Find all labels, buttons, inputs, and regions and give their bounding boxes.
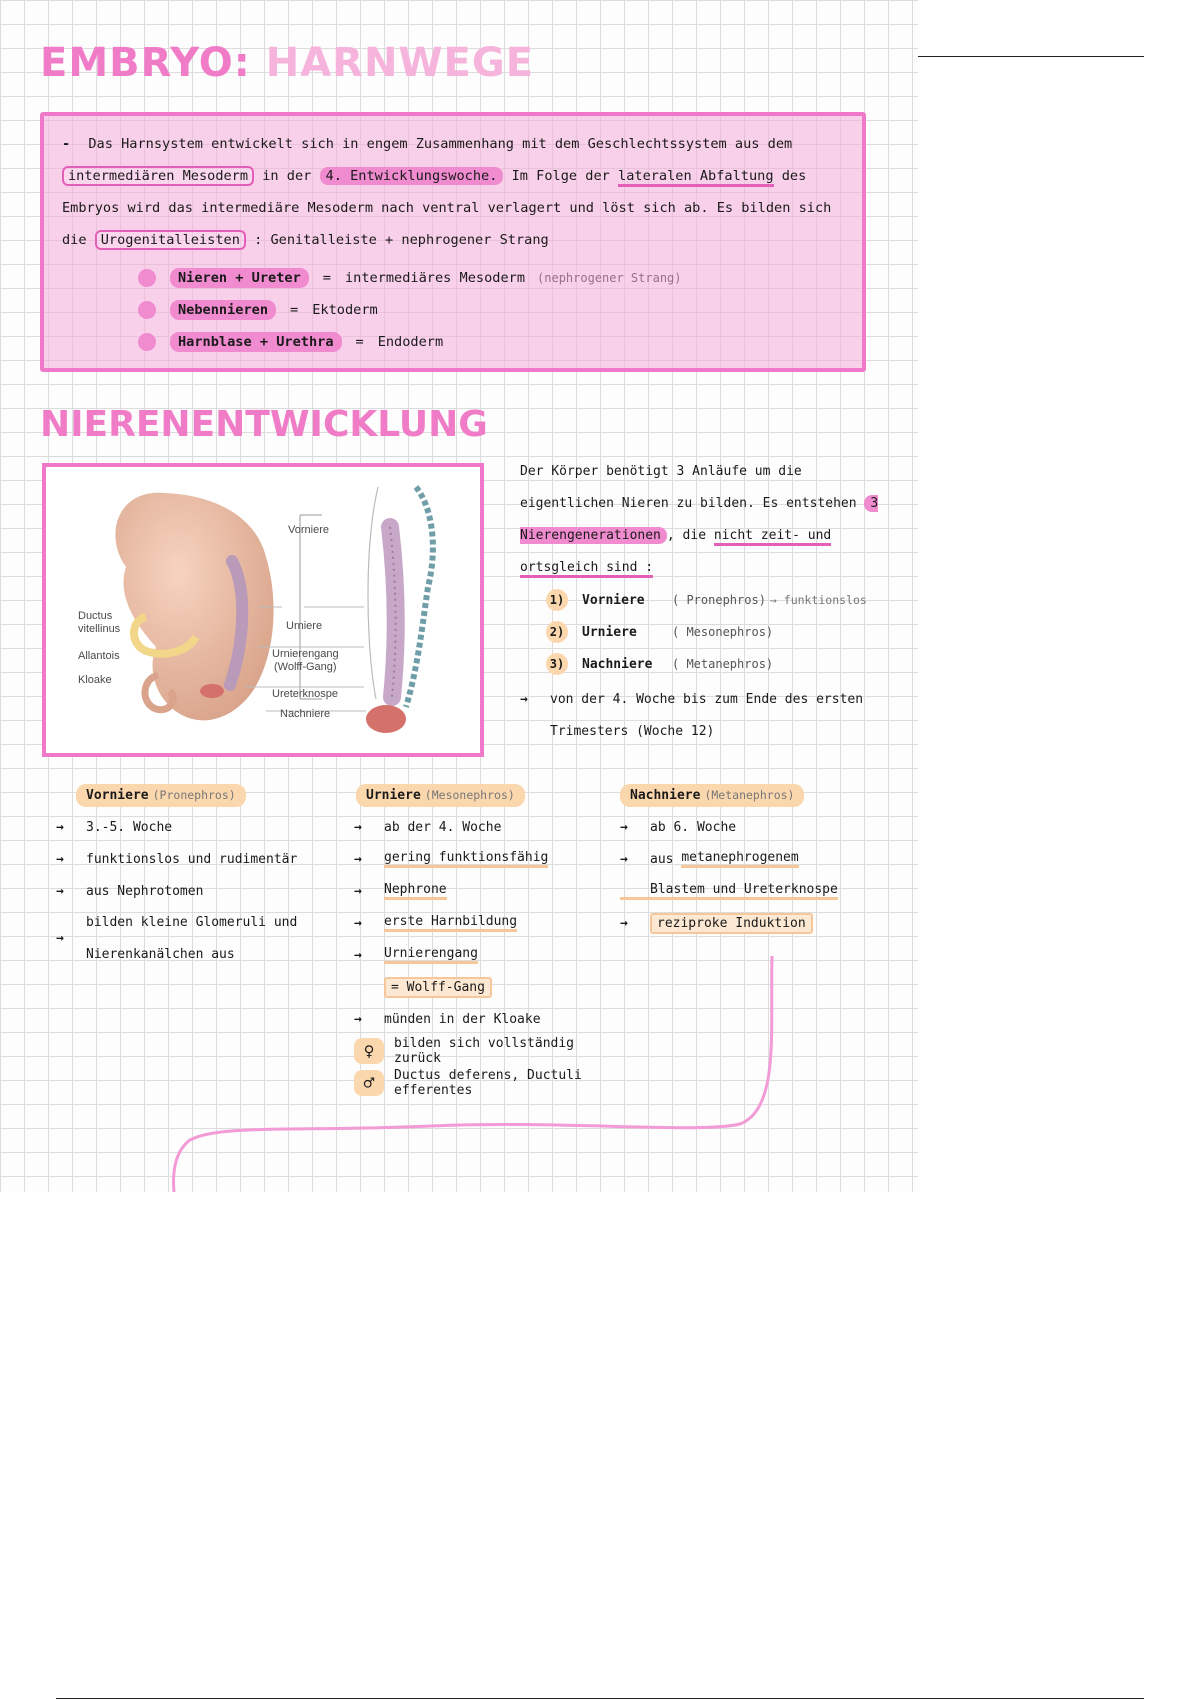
column-title: Urniere — [366, 788, 421, 803]
embryo-body-shape — [115, 493, 273, 721]
label-urnierengang-line1: Urnierengang — [272, 648, 339, 660]
label-ureterknospe: Ureterknospe — [272, 688, 339, 700]
column-vorniere — [56, 784, 350, 971]
column-latin: (Metanephros) — [704, 788, 795, 802]
generation-number: 3) — [546, 653, 568, 675]
title-part-1: EMBRYO: — [40, 40, 251, 86]
arrow-icon: → — [354, 947, 362, 963]
list-item — [620, 811, 910, 843]
arrow-icon: → — [56, 851, 64, 867]
side-timespan-note — [520, 684, 900, 748]
item-text: Ductus deferens, Ductuli efferentes — [394, 1068, 582, 1098]
origin-tissue: Endoderm — [377, 334, 444, 350]
side-notes — [520, 456, 900, 748]
item-text: gering funktionsfähig — [384, 850, 548, 868]
top-right-rule — [918, 56, 1144, 57]
list-item — [354, 1003, 616, 1035]
female-symbol-icon: ♀ — [354, 1038, 384, 1064]
nachniere-list — [620, 811, 910, 939]
arrow-icon: → — [56, 883, 64, 899]
item-text: ab der 4. Woche — [384, 819, 502, 835]
arrow-icon: → — [620, 915, 628, 931]
column-heading-nachniere — [620, 784, 804, 807]
generation-name: Vorniere — [582, 592, 645, 608]
reziproke-induktion-highlight: reziproke Induktion — [650, 913, 813, 934]
arrow-icon: → — [354, 915, 362, 931]
intro-paragraph — [62, 128, 844, 256]
column-latin: (Pronephros) — [152, 788, 236, 802]
side-intro-paragraph — [520, 456, 900, 584]
highlight-intermediaeres-mesoderm: intermediären Mesoderm — [62, 166, 254, 186]
wolff-gang-highlight: = Wolff-Gang — [384, 977, 492, 998]
column-latin: (Mesonephros) — [424, 788, 515, 802]
arrow-icon: → — [520, 692, 528, 707]
item-text-continued: Blastem und Ureterknospe — [620, 882, 838, 900]
column-urniere — [354, 784, 616, 1099]
title-part-2: HARNWEGE — [265, 40, 535, 86]
item-text: Urnierengang — [384, 946, 478, 964]
origin-organ: Harnblase + Urethra — [170, 332, 342, 352]
list-item — [354, 811, 616, 843]
item-text: aus Nephrotomen — [86, 883, 204, 899]
origin-organ: Nebennieren — [170, 300, 276, 320]
page-title — [40, 40, 534, 86]
bullet-dot — [138, 333, 156, 351]
section-title-nierenentwicklung: NIERENENTWICKLUNG — [40, 404, 488, 445]
arrow-icon: → — [56, 819, 64, 835]
origin-note: (nephrogener Strang) — [537, 271, 682, 285]
item-text: 3.-5. Woche — [86, 819, 173, 835]
generation-number: 1) — [546, 589, 568, 611]
underline-metanephrogenem: metanephrogenem — [681, 850, 798, 868]
label-kloake: Kloake — [78, 674, 112, 686]
arrow-icon: → — [354, 883, 362, 899]
generation-row-vorniere — [520, 584, 900, 616]
intro-text-2: in der — [262, 168, 312, 184]
generation-row-urniere — [520, 616, 900, 648]
origin-equals: = — [355, 334, 364, 350]
generation-latin: ( Mesonephros) — [672, 625, 774, 639]
origin-row-nieren — [138, 262, 844, 294]
highlight-urogenitalleisten: Urogenitalleisten — [95, 230, 246, 250]
intro-bullet: - — [62, 136, 71, 152]
label-ductus-line1: Ductus — [78, 610, 113, 622]
underline-ortsgleich: ortsgleich sind : — [520, 560, 653, 578]
underline-zeit-und: nicht zeit- und — [714, 528, 831, 546]
side-intro-text-a: Der Körper benötigt 3 Anläufe um die eigentlichen Nieren zu bilden. Es entstehen — [520, 464, 857, 511]
underline-laterale-abfaltung: lateralen Abfaltung — [618, 168, 774, 187]
origin-organ: Nieren + Ureter — [170, 268, 309, 288]
generation-name: Urniere — [582, 624, 637, 640]
bullet-dot — [138, 301, 156, 319]
origin-tissue: Ektoderm — [312, 302, 378, 318]
item-text: Nephrone — [384, 882, 447, 900]
bottom-rule — [56, 1698, 1144, 1699]
list-item — [354, 971, 616, 1003]
column-nachniere — [620, 784, 910, 939]
side-intro-text-b: , die — [666, 528, 707, 543]
column-title: Vorniere — [86, 788, 149, 803]
embryo-illustration — [46, 467, 480, 753]
list-item — [620, 907, 910, 939]
intro-text-4: des Embryos wird das intermediäre Mesoderm nach ventral verlagert und löst sich ab. Es bilden sich die — [62, 168, 832, 248]
list-item — [56, 843, 350, 875]
vorniere-list — [56, 811, 350, 971]
embryo-figure — [42, 463, 484, 757]
arrow-icon: → — [56, 931, 64, 946]
label-urniere: Urniere — [286, 620, 323, 632]
list-item — [620, 875, 910, 907]
urniere-list — [354, 811, 616, 1099]
label-ductus-line2: vitellinus — [78, 623, 121, 635]
list-item — [56, 811, 350, 843]
bullet-dot — [138, 269, 156, 287]
arrow-icon: → — [354, 819, 362, 835]
item-text: ab 6. Woche — [650, 819, 737, 835]
origin-equals: = — [322, 270, 331, 286]
kidney-duct-shape — [406, 487, 433, 707]
list-item — [354, 875, 616, 907]
list-item — [354, 907, 616, 939]
generation-name: Nachniere — [582, 656, 653, 672]
label-nachniere: Nachniere — [280, 708, 331, 720]
arrow-icon: → — [620, 851, 628, 867]
intro-box — [40, 112, 866, 372]
column-heading-urniere — [356, 784, 525, 807]
item-text: aus — [650, 851, 674, 867]
male-symbol-icon: ♂ — [354, 1070, 384, 1096]
origin-equals: = — [290, 302, 299, 318]
highlight-nierengenerationen: 3 Nierengenerationen — [520, 496, 879, 543]
item-text: bilden kleine Glomeruli und Nierenkanälchen aus — [86, 915, 298, 962]
generation-extra: → funktionslos — [769, 593, 867, 607]
label-vorniere: Vorniere — [288, 524, 329, 536]
highlight-entwicklungswoche: 4. Entwicklungswoche. — [320, 167, 504, 185]
item-text: bilden sich vollständig zurück — [394, 1036, 575, 1066]
list-item — [354, 1067, 616, 1099]
origin-row-nebennieren — [138, 294, 844, 326]
arrow-icon: → — [354, 851, 362, 867]
column-title: Nachniere — [630, 788, 701, 803]
intro-text-5: : Genitalleiste + nephrogener Strang — [254, 232, 549, 248]
list-item — [56, 875, 350, 907]
list-item — [354, 843, 616, 875]
intro-text-3: Im Folge der — [511, 168, 610, 184]
list-item — [354, 939, 616, 971]
intro-text-1: Das Harnsystem entwickelt sich in engem Zusammenhang mit dem Geschlechtssystem aus dem — [88, 136, 793, 152]
item-text: münden in der Kloake — [384, 1011, 541, 1027]
column-heading-vorniere — [76, 784, 246, 807]
generation-latin: ( Metanephros) — [672, 657, 774, 671]
generation-row-nachniere — [520, 648, 900, 680]
nachniere-shape — [366, 705, 406, 733]
list-item — [354, 1035, 616, 1067]
origin-tissue: intermediäres Mesoderm — [344, 270, 526, 286]
list-item — [620, 843, 910, 875]
item-text: funktionslos und rudimentär — [86, 851, 298, 867]
generation-latin: ( Pronephros) — [672, 593, 766, 607]
nachniere-small — [200, 684, 224, 698]
side-note-text: von der 4. Woche bis zum Ende des ersten Trimesters (Woche 12) — [550, 692, 864, 739]
origin-row-harnblase — [138, 326, 844, 358]
generation-number: 2) — [546, 621, 568, 643]
item-text: erste Harnbildung — [384, 914, 517, 932]
list-item — [56, 907, 350, 971]
label-urnierengang-line2: (Wolff-Gang) — [274, 661, 337, 673]
arrow-icon: → — [354, 1011, 362, 1027]
arrow-icon: → — [620, 819, 628, 835]
label-allantois: Allantois — [78, 650, 120, 662]
